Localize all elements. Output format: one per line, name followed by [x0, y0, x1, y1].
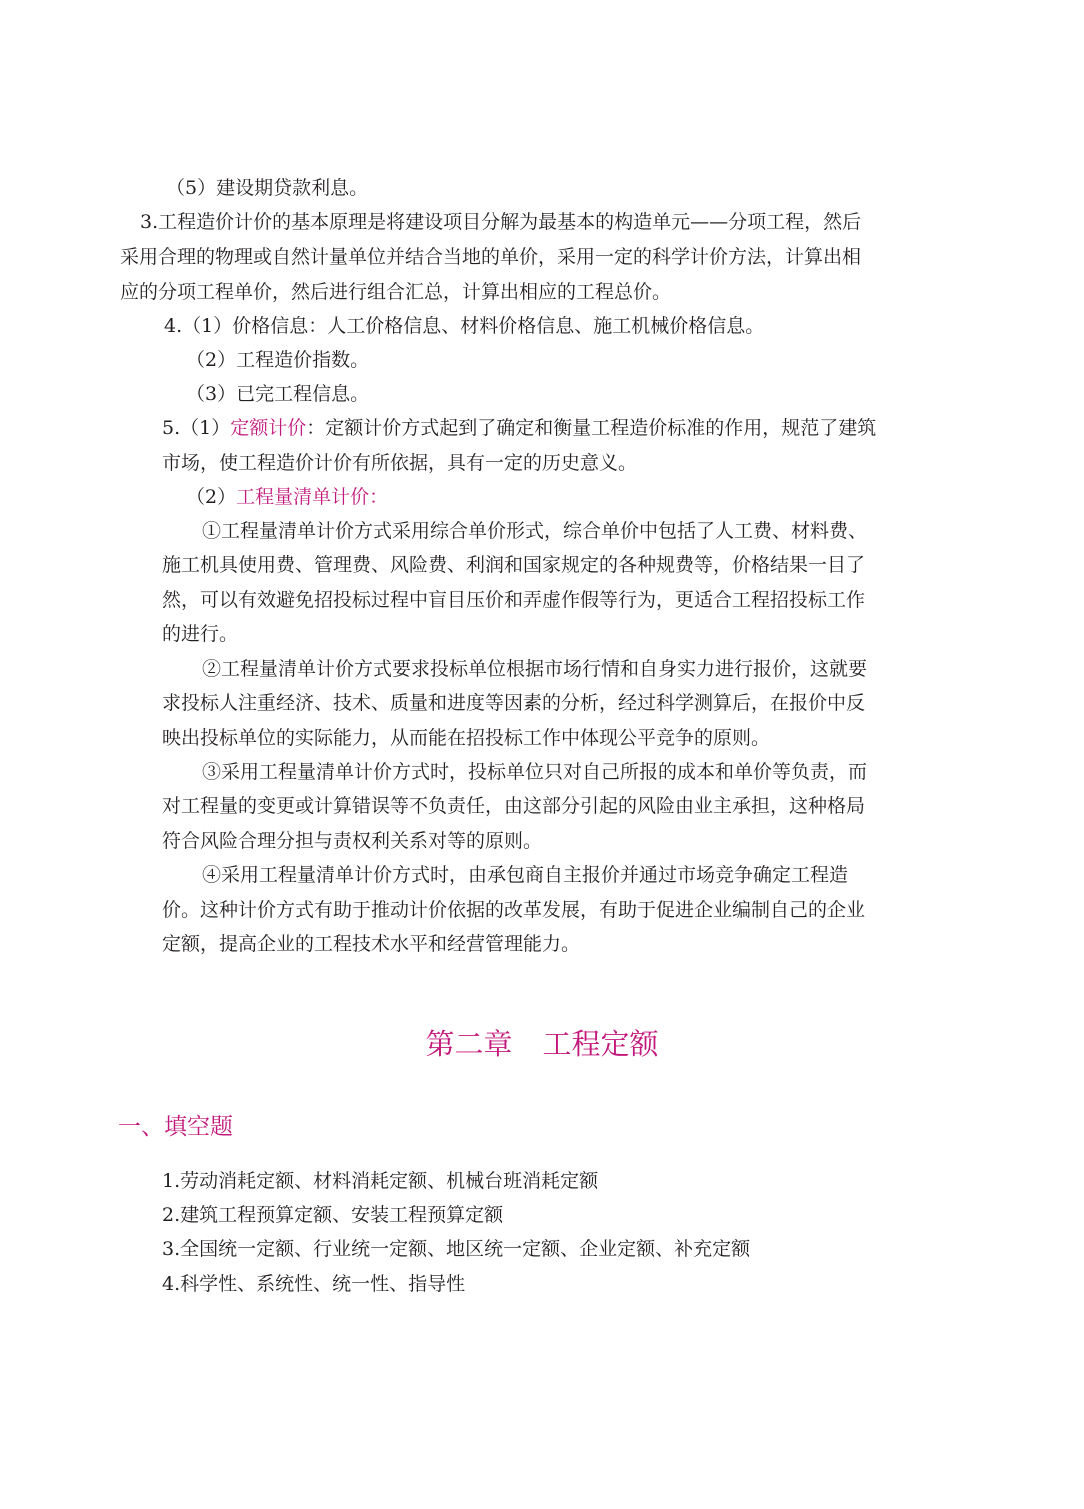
chapter-number: 第二章 — [425, 1027, 513, 1061]
text-line: 3.工程造价计价的基本原理是将建设项目分解为最基本的构造单元——分项工程，然后 — [140, 211, 862, 233]
text-line: （3）已完工程信息。 — [186, 383, 370, 405]
text-line: 应的分项工程单价，然后进行组合汇总，计算出相应的工程总价。 — [120, 281, 672, 303]
text-line — [186, 484, 388, 510]
text-line: （5）建设期贷款利息。 — [166, 177, 369, 199]
term-highlight: 工程量清单计价： — [236, 486, 389, 508]
text-line: 符合风险合理分担与责权利关系对等的原则。 — [162, 830, 543, 852]
text-line: ④采用工程量清单计价方式时，由承包商自主报价并通过市场竞争确定工程造 — [202, 864, 849, 886]
text-line: ②工程量清单计价方式要求投标单位根据市场行情和自身实力进行报价，这就要 — [202, 658, 868, 680]
text-line: 价。这种计价方式有助于推动计价依据的改革发展，有助于促进企业编制自己的企业 — [162, 899, 866, 921]
text-line: 采用合理的物理或自然计量单位并结合当地的单价，采用一定的科学计价方法，计算出相 — [120, 246, 862, 268]
term-highlight: 定额计价 — [230, 417, 307, 439]
answer-line: 3.全国统一定额、行业统一定额、地区统一定额、企业定额、补充定额 — [162, 1238, 751, 1260]
text-line — [162, 415, 876, 441]
text-line: （2）工程造价指数。 — [186, 349, 370, 371]
text-line: 市场，使工程造价计价有所依据，具有一定的历史意义。 — [162, 452, 638, 474]
answer-line: 2.建筑工程预算定额、安装工程预算定额 — [162, 1204, 504, 1226]
text-line: 施工机具使用费、管理费、风险费、利润和国家规定的各种规费等，价格结果一目了 — [162, 554, 866, 576]
text-line: 然，可以有效避免招投标过程中盲目压价和弄虚作假等行为，更适合工程招投标工作 — [162, 589, 866, 611]
text-line: ③采用工程量清单计价方式时，投标单位只对自己所报的成本和单价等负责，而 — [202, 761, 868, 783]
item-prefix: （2） — [186, 486, 237, 508]
chapter-heading — [0, 1024, 1084, 1064]
text-line: 定额，提高企业的工程技术水平和经营管理能力。 — [162, 933, 581, 955]
text-line: 映出投标单位的实际能力，从而能在招投标工作中体现公平竞争的原则。 — [162, 727, 771, 749]
chapter-title: 工程定额 — [542, 1027, 659, 1061]
section-heading: 一、填空题 — [118, 1114, 233, 1140]
answer-line: 4.科学性、系统性、统一性、指导性 — [162, 1273, 466, 1295]
text-line: 求投标人注重经济、技术、质量和进度等因素的分析，经过科学测算后，在报价中反 — [162, 692, 866, 714]
text-line: 4.（1）价格信息：人工价格信息、材料价格信息、施工机械价格信息。 — [164, 315, 765, 337]
text-line: 的进行。 — [162, 623, 239, 645]
text-line: 对工程量的变更或计算错误等不负责任，由这部分引起的风险由业主承担，这种格局 — [162, 795, 866, 817]
answer-line: 1.劳动消耗定额、材料消耗定额、机械台班消耗定额 — [162, 1170, 599, 1192]
text-run: ：定额计价方式起到了确定和衡量工程造价标准的作用，规范了建筑 — [306, 417, 877, 439]
text-line: ①工程量清单计价方式采用综合单价形式，综合单价中包括了人工费、材料费、 — [202, 520, 868, 542]
item-prefix: 5.（1） — [162, 417, 231, 439]
